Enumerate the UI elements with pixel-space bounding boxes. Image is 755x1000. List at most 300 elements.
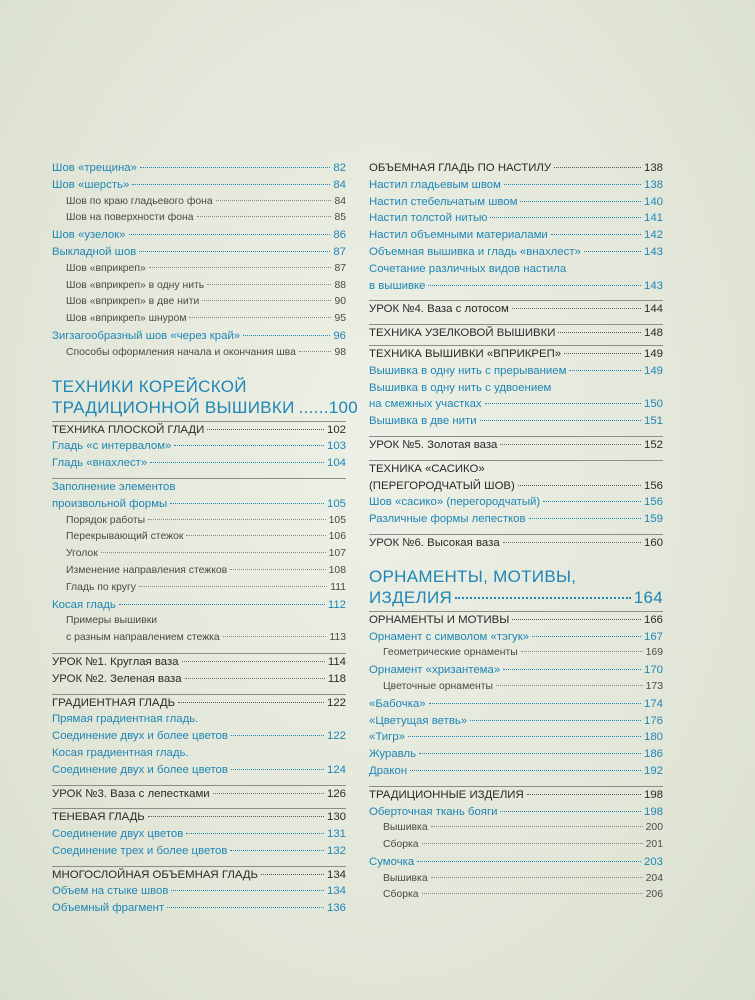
- toc-entry[interactable]: [52, 496, 346, 513]
- toc-entry-lesson[interactable]: [52, 786, 346, 803]
- section-title-line2: ИЗДЕЛИЯ: [369, 587, 453, 607]
- page-number: 141: [643, 212, 663, 225]
- entry-title: Настил толстой нитью: [369, 212, 488, 225]
- dot-leader: [408, 735, 641, 737]
- dot-leader: [480, 419, 641, 421]
- entry-title: Вышивка: [383, 872, 428, 884]
- toc-entry-heading[interactable]: [369, 478, 663, 495]
- page-number: 206: [645, 889, 663, 901]
- toc-entry[interactable]: [369, 494, 663, 511]
- page-number: 87: [334, 262, 346, 274]
- toc-entry[interactable]: [52, 345, 346, 362]
- page-number: 105: [326, 497, 346, 510]
- entry-title: ТЕХНИКА ВЫШИВКИ «ВПРИКРЕП»: [369, 347, 562, 360]
- toc-entry[interactable]: [369, 713, 663, 730]
- toc-entry[interactable]: [52, 455, 346, 472]
- entry-title: с разным направлением стежка: [66, 632, 220, 644]
- entry-title: Объемная вышивка и гладь «внахлест»: [369, 245, 581, 258]
- page-number: 201: [645, 839, 663, 851]
- toc-left-column: [52, 160, 359, 917]
- dot-leader: [149, 266, 332, 268]
- toc-entry[interactable]: [369, 194, 663, 211]
- dot-leader: [101, 551, 326, 553]
- toc-entry[interactable]: [52, 597, 346, 614]
- toc-entry[interactable]: [369, 645, 663, 662]
- dot-leader: [428, 284, 641, 286]
- entry-title: УРОК №3. Ваза с лепестками: [52, 787, 210, 800]
- entry-title: Шов «вприкреп» в одну нить: [66, 279, 205, 291]
- dot-leader: [554, 166, 641, 168]
- page-number: 143: [643, 279, 663, 292]
- dot-leader: [140, 166, 330, 168]
- dot-leader: [551, 233, 641, 235]
- entry-title: МНОГОСЛОЙНАЯ ОБЪЕМНАЯ ГЛАДЬ: [52, 868, 258, 881]
- toc-entry[interactable]: [369, 244, 663, 261]
- page-number: 98: [334, 346, 346, 358]
- toc-entry[interactable]: [369, 413, 663, 430]
- page-number: 82: [333, 162, 346, 174]
- dot-leader: [178, 701, 324, 703]
- page-number: 88: [334, 279, 346, 291]
- toc-entry[interactable]: [52, 728, 346, 745]
- page-number: 107: [328, 548, 346, 560]
- page-number: 166: [643, 613, 663, 626]
- toc-entry[interactable]: [52, 311, 346, 328]
- page-number: 134: [326, 885, 346, 898]
- toc-entry-heading[interactable]: [52, 809, 346, 826]
- page-number: 122: [326, 696, 346, 709]
- page-number: 114: [327, 655, 346, 668]
- section-title-line1: ТЕХНИКИ КОРЕЙСКОЙ: [52, 376, 247, 396]
- toc-entry-line1[interactable]: Сочетание различных видов настила: [369, 262, 567, 275]
- page-number: 149: [643, 347, 663, 360]
- toc-entry[interactable]: [52, 278, 346, 295]
- page-number: 105: [328, 514, 346, 526]
- entry-title: «Цветущая ветвь»: [369, 714, 468, 727]
- toc-entry[interactable]: [369, 662, 663, 679]
- toc-entry-lesson[interactable]: [369, 437, 663, 454]
- page-number: 87: [333, 245, 346, 258]
- dot-leader: [518, 484, 641, 486]
- toc-entry-line1[interactable]: ТЕХНИКА «САСИКО»: [369, 462, 485, 475]
- toc-entry[interactable]: [369, 227, 663, 244]
- page-number: 136: [326, 902, 346, 915]
- entry-title: Вышивка в две нити: [369, 415, 477, 428]
- page-number: 198: [643, 788, 663, 801]
- entry-title: Перекрывающий стежок: [66, 531, 184, 543]
- page-number: 86: [333, 229, 346, 242]
- toc-entry[interactable]: [52, 177, 346, 194]
- entry-title: УРОК №2. Зеленая ваза: [52, 672, 182, 685]
- page-number: 113: [329, 632, 346, 644]
- dot-leader: [202, 299, 331, 301]
- page-number: 156: [643, 496, 663, 509]
- toc-entry[interactable]: [52, 580, 346, 597]
- page-number: 159: [643, 513, 663, 526]
- entry-title: Настил стебельчатым швом: [369, 195, 518, 208]
- entry-title: Изменение направления стежков: [66, 564, 228, 576]
- dot-leader: [207, 428, 324, 430]
- entry-title: Оберточная ткань бояги: [369, 805, 498, 818]
- page-number: 186: [643, 748, 663, 761]
- dot-leader: [521, 650, 643, 652]
- page-number: 104: [326, 457, 346, 470]
- entry-title: Сумочка: [369, 855, 415, 868]
- dot-leader: [564, 352, 641, 354]
- dot-leader: [455, 597, 631, 599]
- toc-entry[interactable]: [52, 438, 346, 455]
- entry-title: Настил объемными материалами: [369, 229, 548, 242]
- page-number: 144: [643, 303, 663, 316]
- entry-title: ГРАДИЕНТНАЯ ГЛАДЬ: [52, 696, 176, 709]
- page-number: 130: [326, 811, 346, 824]
- page-number: 164: [633, 587, 663, 607]
- entry-title: Различные формы лепестков: [369, 513, 526, 526]
- toc-entry[interactable]: [52, 883, 346, 900]
- section-title-line1: ОРНАМЕНТЫ, МОТИВЫ,: [369, 566, 577, 586]
- toc-entry[interactable]: [369, 396, 663, 413]
- entry-title: Шов по краю гладьевого фона: [66, 195, 213, 207]
- entry-title: Шов «трещина»: [52, 162, 137, 174]
- entry-title: Гладь «внахлест»: [52, 457, 148, 470]
- entry-title: Цветочные орнаменты: [383, 680, 493, 692]
- toc-entry-heading[interactable]: [369, 612, 663, 629]
- dot-leader: [186, 832, 324, 834]
- dot-leader: [230, 568, 325, 570]
- entry-title: Шов «узелок»: [52, 229, 126, 242]
- dot-leader: [148, 815, 324, 817]
- dot-leader: [261, 873, 324, 875]
- entry-title: Шов «вприкреп» в две нити: [66, 296, 200, 308]
- dot-leader: [148, 518, 326, 520]
- toc-entry[interactable]: [52, 826, 346, 843]
- page-number: 100: [328, 397, 359, 417]
- entry-title: Объем на стыке швов: [52, 885, 169, 898]
- page-number: 169: [645, 647, 663, 659]
- toc-entry[interactable]: [369, 854, 663, 871]
- section-dots: ......: [298, 397, 329, 417]
- entry-title: ОРНАМЕНТЫ И МОТИВЫ: [369, 613, 510, 626]
- toc-entry-heading[interactable]: [369, 787, 663, 804]
- dot-leader: [512, 618, 641, 620]
- page-number: 138: [643, 178, 663, 191]
- page-number: 143: [643, 245, 663, 258]
- entry-title: произвольной формы: [52, 497, 168, 510]
- toc-right-column: [369, 160, 663, 904]
- page-number: 148: [643, 327, 663, 340]
- entry-title: Способы оформления начала и окончания шва: [66, 346, 296, 358]
- toc-entry[interactable]: [52, 244, 346, 261]
- page-number: 84: [333, 178, 346, 191]
- entry-title: Косая гладь: [52, 598, 116, 611]
- dot-leader: [139, 250, 330, 252]
- entry-title: ТЕХНИКА ПЛОСКОЙ ГЛАДИ: [52, 423, 205, 436]
- toc-entry[interactable]: [52, 422, 346, 439]
- entry-title: УРОК №6. Высокая ваза: [369, 536, 500, 549]
- dot-leader: [512, 307, 641, 309]
- dot-leader: [470, 719, 641, 721]
- dot-leader: [150, 461, 324, 463]
- toc-entry[interactable]: [369, 837, 663, 854]
- dot-leader: [584, 250, 641, 252]
- dot-leader: [496, 684, 643, 686]
- page-number: 174: [643, 697, 663, 710]
- entry-title: Соединение двух и более цветов: [52, 730, 228, 743]
- toc-entry[interactable]: [369, 763, 663, 780]
- dot-leader: [299, 350, 332, 352]
- entry-title: Сборка: [383, 889, 419, 901]
- entry-title: Геометрические орнаменты: [383, 647, 518, 659]
- entry-title: Сборка: [383, 839, 419, 851]
- entry-title: Соединение двух цветов: [52, 828, 184, 841]
- dot-leader: [231, 734, 324, 736]
- page-number: 118: [327, 672, 346, 685]
- toc-entry-line1[interactable]: Вышивка в одну нить с удвоением: [369, 381, 552, 394]
- toc-entry[interactable]: [52, 294, 346, 311]
- toc-entry[interactable]: [52, 546, 346, 563]
- dot-leader: [216, 199, 332, 201]
- dot-leader: [558, 331, 641, 333]
- page-number: 142: [643, 229, 663, 242]
- page-number: 95: [334, 313, 346, 325]
- page-number: 103: [326, 440, 346, 453]
- entry-title: Журавль: [369, 748, 416, 761]
- entry-title: Шов «сасико» (перегородчатый): [369, 496, 541, 509]
- dot-leader: [532, 635, 641, 637]
- dot-leader: [129, 233, 331, 235]
- toc-entry[interactable]: [52, 630, 346, 647]
- entry-title: Соединение двух и более цветов: [52, 763, 228, 776]
- dot-leader: [132, 183, 330, 185]
- page-number: 167: [643, 630, 663, 643]
- dot-leader: [213, 792, 324, 794]
- page-number: 90: [334, 296, 346, 308]
- toc-group-stitches: [52, 160, 346, 362]
- dot-leader: [504, 183, 641, 185]
- section-title-line2: ТРАДИЦИОННОЙ ВЫШИВКИ: [52, 397, 295, 417]
- dot-leader: [167, 906, 324, 908]
- dot-leader: [503, 541, 641, 543]
- toc-entry-lesson[interactable]: [369, 301, 663, 318]
- dot-leader: [230, 849, 324, 851]
- page-number: 124: [326, 763, 346, 776]
- dot-leader: [527, 793, 641, 795]
- toc-entry[interactable]: [369, 887, 663, 904]
- entry-title: Шов «вприкреп»: [66, 262, 146, 274]
- entry-title: ТРАДИЦИОННЫЕ ИЗДЕЛИЯ: [369, 788, 524, 801]
- dot-leader: [197, 215, 332, 217]
- toc-entry[interactable]: [369, 871, 663, 888]
- page-number: 151: [643, 415, 663, 428]
- entry-title: ТЕНЕВАЯ ГЛАДЬ: [52, 811, 145, 824]
- dot-leader: [543, 500, 641, 502]
- entry-title: Шов «шерсть»: [52, 178, 130, 191]
- toc-entry[interactable]: [52, 194, 346, 211]
- page-number: 150: [643, 398, 663, 411]
- page-number: 173: [645, 680, 663, 692]
- page-number: 149: [643, 364, 663, 377]
- toc-group-ornaments: [369, 629, 663, 780]
- entry-title: УРОК №5. Золотая ваза: [369, 438, 498, 451]
- page-number: 203: [643, 855, 663, 868]
- dot-leader: [485, 402, 641, 404]
- toc-entry[interactable]: [369, 820, 663, 837]
- entry-title: Гладь по кругу: [66, 581, 136, 593]
- toc-entry[interactable]: [52, 261, 346, 278]
- toc-entry-heading[interactable]: [52, 867, 346, 884]
- toc-entry[interactable]: [369, 210, 663, 227]
- toc-entry[interactable]: [369, 804, 663, 821]
- entry-title: Вышивка в одну нить с прерыванием: [369, 364, 567, 377]
- page-number: 140: [643, 195, 663, 208]
- dot-leader: [207, 283, 331, 285]
- entry-title: ОБЪЕМНАЯ ГЛАДЬ ПО НАСТИЛУ: [369, 162, 552, 174]
- entry-title: Выкладной шов: [52, 245, 137, 258]
- toc-entry-lesson[interactable]: [52, 654, 346, 671]
- toc-entry[interactable]: [52, 900, 346, 917]
- page-number: 108: [328, 564, 346, 576]
- page-number: 112: [327, 598, 346, 611]
- toc-entry[interactable]: [52, 328, 346, 345]
- dot-leader: [186, 534, 325, 536]
- toc-entry-line1[interactable]: Прямая градиентная гладь.: [52, 713, 199, 726]
- page-number: 132: [326, 844, 346, 857]
- entry-title: «Тигр»: [369, 731, 405, 744]
- entry-title: на смежных участках: [369, 398, 482, 411]
- dot-leader: [500, 810, 641, 812]
- dot-leader: [422, 892, 643, 894]
- page-number: 96: [333, 329, 346, 342]
- page-number: 134: [326, 868, 346, 881]
- dot-leader: [422, 842, 643, 844]
- toc-group-traditional: [369, 804, 663, 905]
- entry-title: Объемный фрагмент: [52, 902, 165, 915]
- toc-entry[interactable]: [369, 511, 663, 528]
- dot-leader: [174, 444, 324, 446]
- entry-title: Уголок: [66, 548, 98, 560]
- dot-leader: [119, 603, 325, 605]
- entry-title: Порядок работы: [66, 514, 146, 526]
- dot-leader: [189, 316, 331, 318]
- entry-title: УРОК №1. Круглая ваза: [52, 655, 179, 668]
- entry-title: Шов на поверхности фона: [66, 212, 194, 224]
- page-number: 160: [643, 536, 663, 549]
- toc-entry[interactable]: [52, 563, 346, 580]
- page-number: 122: [326, 730, 346, 743]
- section-korean-techniques[interactable]: [52, 376, 359, 418]
- entry-title: «Бабочка»: [369, 697, 426, 710]
- dot-leader: [503, 668, 641, 670]
- entry-title: УРОК №4. Ваза с лотосом: [369, 303, 509, 316]
- page-number: 152: [643, 438, 663, 451]
- entry-title: в вышивке: [369, 279, 426, 292]
- dot-leader: [185, 677, 325, 679]
- entry-title: Орнамент с символом «тэгук»: [369, 630, 530, 643]
- entry-title: Дракон: [369, 764, 408, 777]
- dot-leader: [500, 443, 641, 445]
- entry-title: Вышивка: [383, 822, 428, 834]
- dot-leader: [520, 200, 641, 202]
- dot-leader: [171, 889, 324, 891]
- dot-leader: [529, 517, 641, 519]
- dot-leader: [139, 585, 327, 587]
- toc-group-fill: [52, 513, 346, 614]
- page-number: 106: [328, 531, 346, 543]
- page-number: 138: [643, 162, 663, 174]
- section-ornaments[interactable]: [369, 566, 663, 608]
- toc-entry[interactable]: [369, 160, 663, 177]
- toc-entry[interactable]: [369, 679, 663, 696]
- toc-entry[interactable]: [369, 696, 663, 713]
- entry-title: Соединение трех и более цветов: [52, 844, 228, 857]
- page-number: 204: [645, 872, 663, 884]
- dot-leader: [410, 769, 641, 771]
- dot-leader: [231, 768, 324, 770]
- toc-entry-line1[interactable]: Примеры вышивки: [66, 615, 158, 627]
- dot-leader: [431, 876, 643, 878]
- entry-title: Настил гладьевым швом: [369, 178, 501, 191]
- toc-group-flat: [52, 422, 346, 472]
- toc-group-padded: [369, 160, 663, 261]
- dot-leader: [419, 752, 641, 754]
- dot-leader: [490, 216, 641, 218]
- dot-leader: [431, 825, 643, 827]
- toc-entry-lesson[interactable]: [52, 671, 346, 688]
- entry-title: Шов «вприкреп» шнуром: [66, 313, 187, 325]
- toc-entry-line1[interactable]: Косая градиентная гладь.: [52, 746, 189, 759]
- page-number: 176: [643, 714, 663, 727]
- toc-entry[interactable]: [52, 843, 346, 860]
- toc-entry[interactable]: [52, 160, 346, 177]
- page-number: 126: [326, 787, 346, 800]
- page-number: 192: [643, 764, 663, 777]
- dot-leader: [569, 369, 641, 371]
- toc-entry-line1[interactable]: Заполнение элементов: [52, 480, 176, 493]
- toc-entry[interactable]: [369, 278, 663, 295]
- page-number: 84: [334, 195, 346, 207]
- dot-leader: [170, 502, 324, 504]
- dot-leader: [223, 635, 327, 637]
- entry-title: ТЕХНИКА УЗЕЛКОВОЙ ВЫШИВКИ: [369, 327, 556, 340]
- toc-entry[interactable]: [52, 513, 346, 530]
- toc-entry[interactable]: [52, 227, 346, 244]
- page-number: 156: [643, 479, 663, 492]
- page-number: 200: [645, 822, 663, 834]
- toc-entry-lesson[interactable]: [369, 535, 663, 552]
- toc-entry[interactable]: [369, 729, 663, 746]
- entry-title: Орнамент «хризантема»: [369, 664, 501, 677]
- toc-entry-heading[interactable]: [369, 346, 663, 363]
- page-number: 180: [643, 731, 663, 744]
- entry-title: Гладь «с интервалом»: [52, 440, 172, 453]
- toc-entry[interactable]: [369, 177, 663, 194]
- page-number: 198: [643, 805, 663, 818]
- toc-entry[interactable]: [369, 746, 663, 763]
- toc-entry[interactable]: [52, 762, 346, 779]
- page-number: 85: [334, 212, 346, 224]
- dot-leader: [429, 702, 641, 704]
- toc-entry[interactable]: [52, 529, 346, 546]
- toc-entry-heading[interactable]: [52, 695, 346, 712]
- toc-entry[interactable]: [52, 210, 346, 227]
- page-number: 131: [326, 828, 346, 841]
- page-number: 102: [326, 423, 346, 436]
- toc-entry[interactable]: [369, 363, 663, 380]
- toc-entry[interactable]: [369, 629, 663, 646]
- dot-leader: [182, 660, 325, 662]
- toc-entry-heading[interactable]: [369, 325, 663, 342]
- entry-title: (ПЕРЕГОРОДЧАТЫЙ ШОВ): [369, 479, 515, 492]
